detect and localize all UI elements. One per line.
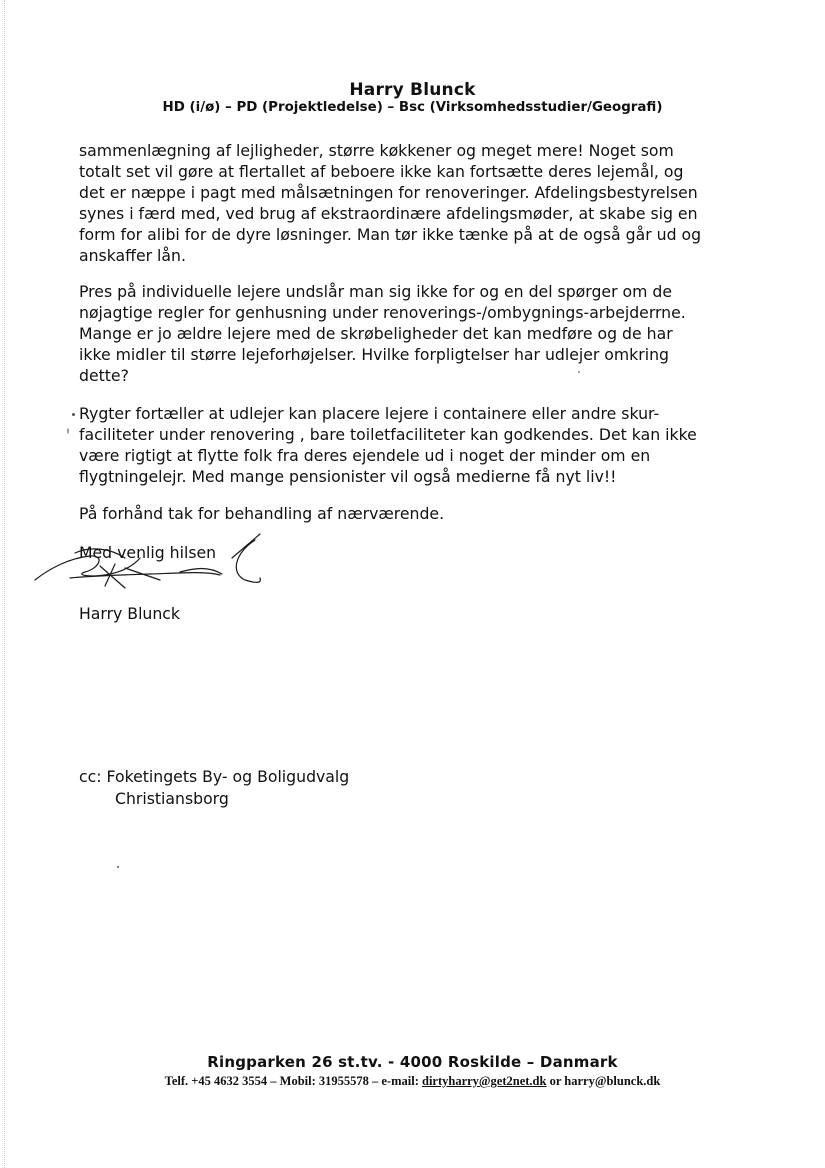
scan-speck <box>117 866 119 868</box>
scan-speck <box>72 413 75 416</box>
contact-prefix: Telf. +45 4632 3554 – Mobil: 31955578 – e-mail: <box>164 1074 422 1088</box>
contact-suffix: or harry@blunck.dk <box>546 1074 661 1088</box>
letterhead-degrees: HD (i/ø) – PD (Projektledelse) – Bsc (Virksomhedsstudier/Geografi) <box>162 100 663 115</box>
paragraph-2: Pres på individuelle lejere undslår man sig ikke for og en del spørger om de nøjagtige regler for genhusning under renoverings-/ombygnings-arbejderrne. Mange er jo ældre lejere med de skrøbeligheder det kan medføre og de har ikke midler til større lejeforhøjelser. Hvilke forpligtelser har udlejer omkring dette? <box>79 282 686 385</box>
scan-speck <box>67 428 69 434</box>
letterhead-name: Harry Blunck <box>349 80 476 100</box>
footer-contact <box>0 1074 825 1089</box>
paragraph-4: På forhånd tak for behandling af nærværende. <box>79 504 445 523</box>
footer-address: Ringparken 26 st.tv. - 4000 Roskilde – Danmark <box>207 1053 618 1071</box>
scan-edge <box>4 0 6 1168</box>
email-link[interactable]: dirtyharry@get2net.dk <box>422 1074 547 1088</box>
scan-speck <box>578 371 580 373</box>
paragraph-1: sammenlægning af lejligheder, større køkkener og meget mere! Noget som totalt set vil gøre at flertallet af beboere ikke kan fortsætte deres lejemål, og det er næppe i pagt med målsætningen for renoveringer. Afdelingsbestyrelsen synes i færd med, ved brug af ekstraordinære afdelingsmøder, at skabe sig en form for alibi for de dyre løsninger. Man tør ikke tænke på at de også går ud og anskaffer lån. <box>79 141 702 265</box>
cc-location: Christiansborg <box>115 789 229 808</box>
closing-greeting: Med venlig hilsen <box>79 543 217 562</box>
handwritten-signature <box>30 528 270 598</box>
sender-name: Harry Blunck <box>79 604 181 623</box>
cc-recipient: cc: Foketingets By- og Boligudvalg <box>79 767 350 786</box>
paragraph-3: Rygter fortæller at udlejer kan placere lejere i containere eller andre skur- faciliteter under renovering , bare toiletfaciliteter kan godkendes. Det kan ikke være rigtigt at flytte folk fra deres ejendele ud i noget der minder om en flygtningelejr. Med mange pensionister vil også medierne få nyt liv!! <box>79 404 697 486</box>
